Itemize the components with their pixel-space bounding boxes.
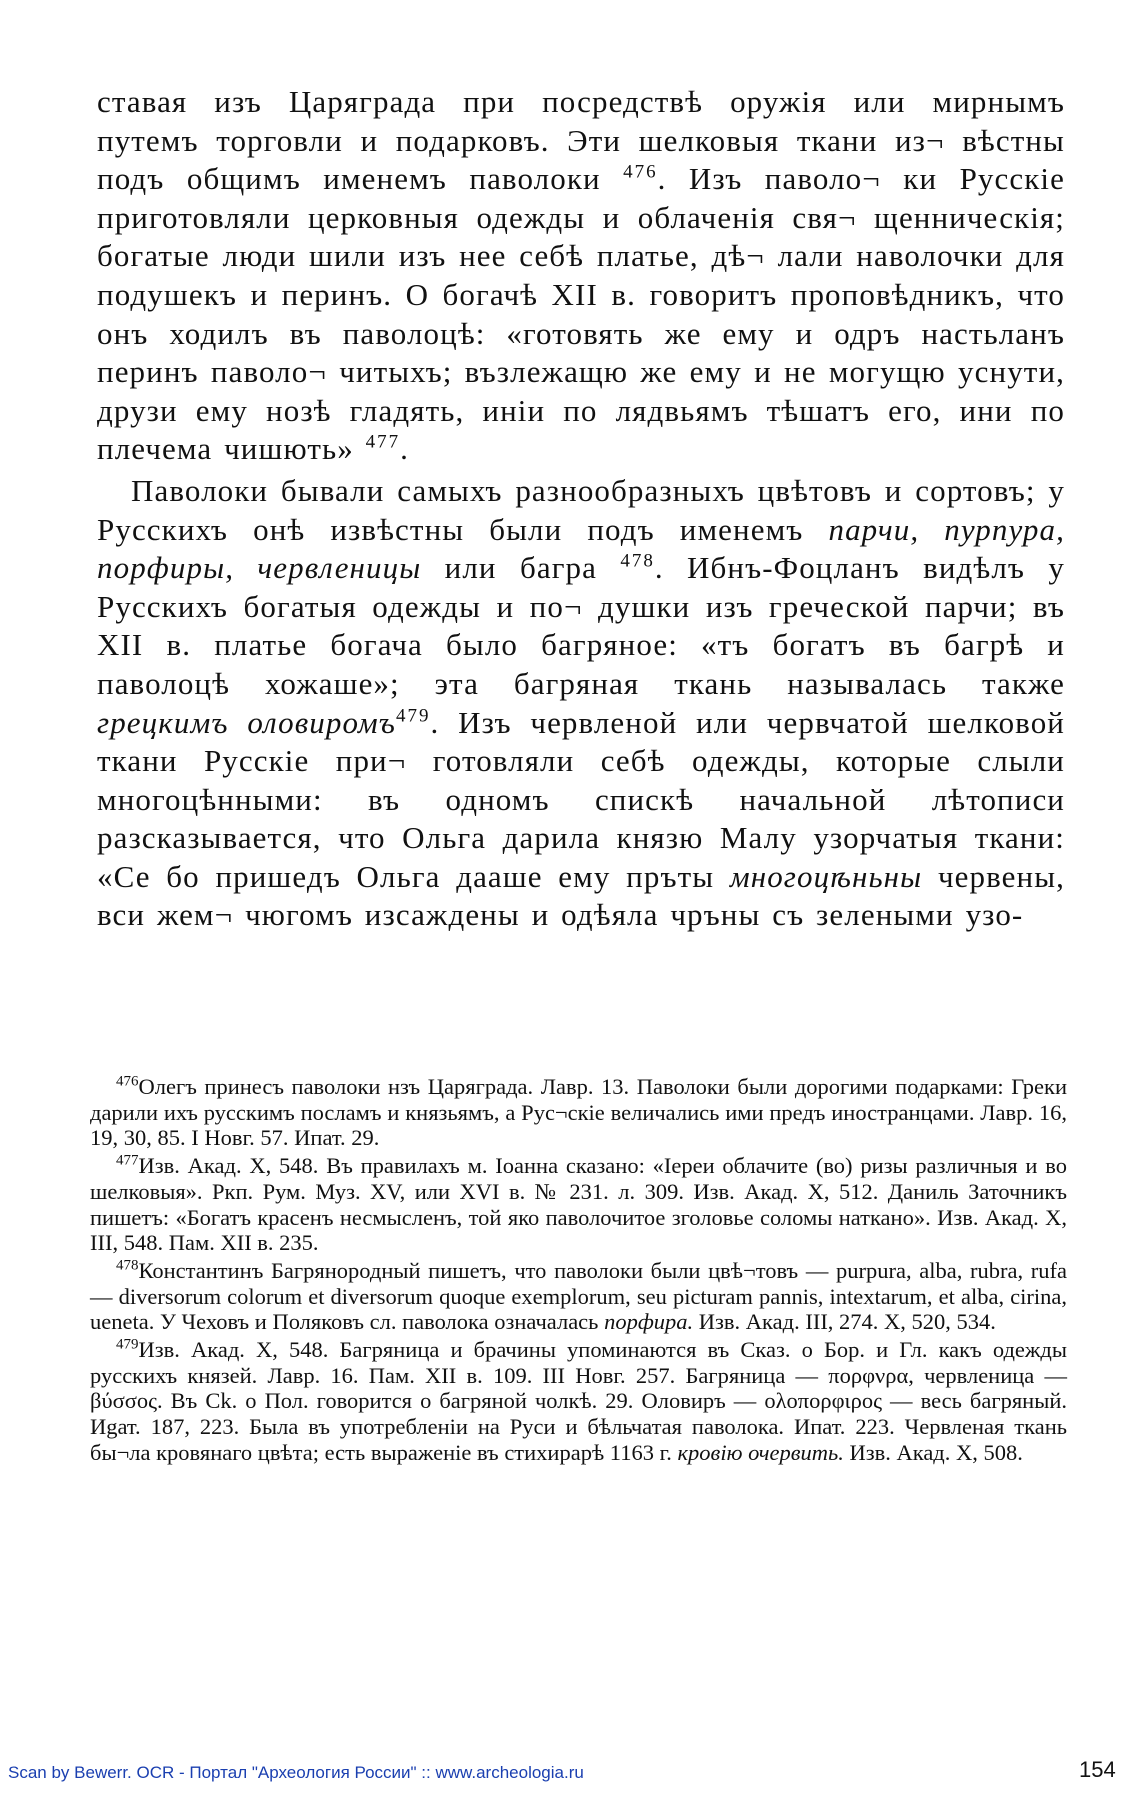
text-line: Ольга дааше ему пръты	[356, 858, 715, 894]
paragraph-2	[97, 472, 1065, 935]
footnote-ref-479[interactable]: 479	[396, 705, 431, 727]
text-line: .	[430, 704, 440, 740]
text-line: . Изъ паволо¬	[657, 161, 881, 197]
text-line: вѣстны подъ общимъ именемъ паволоки	[97, 122, 1065, 197]
footnote-ref-477[interactable]: 477	[365, 432, 401, 454]
italic-terms: парчи, пурпура, порфиры, червленицы	[97, 511, 1065, 586]
text-line: червены, вси жем¬	[97, 858, 1065, 933]
footnote-478	[90, 1258, 1067, 1335]
text-line: или багра	[444, 550, 597, 586]
footnote-ref-476[interactable]: 476	[623, 161, 658, 183]
text-line: багряная ткань называлась также	[513, 665, 1065, 701]
text-line: читыхъ; възлежащю же ему и не могущю уснути, друзи	[97, 354, 1065, 428]
footnote-479	[90, 1337, 1067, 1466]
footnote-italic: кровію очервить.	[677, 1439, 844, 1465]
text-line: путемъ торговли и подарковъ. Эти шелковыя ткани из¬	[97, 122, 945, 158]
text-line: Ольга дарила князю Малу узорчатыя ткани: «Се бо пришедъ	[97, 820, 1065, 894]
text-line: душки изъ греческой парчи; въ XII в. платье богача было	[97, 588, 1065, 663]
footnote-number: 479	[116, 1336, 139, 1353]
footnote-number: 478	[116, 1257, 139, 1274]
text-line: щенническія; богатые люди шили изъ нее себѣ платье, дѣ¬	[97, 199, 1065, 274]
text-line: Паволоки бывали самыхъ разнообразныхъ цвѣтовъ и	[131, 472, 903, 508]
text-line: .	[654, 550, 664, 586]
text-line: готовляли себѣ одежды, которые слыли многоцѣнными: въ	[97, 743, 1065, 817]
footnote-476	[90, 1074, 1067, 1151]
footer-source-link[interactable]: Scan by Bewerr. OCR - Портал "Археология России" :: www.archeologia.ru	[8, 1763, 584, 1782]
text-line: ему нозѣ гладять, иніи по лядвьямъ тѣшатъ его, ини по	[195, 392, 1065, 428]
text-line: одномъ спискѣ начальной лѣтописи разсказывается, что	[97, 781, 1065, 856]
footnote-477	[90, 1153, 1067, 1256]
italic-term: грецкимъ оловиромъ	[97, 704, 396, 740]
footnotes	[90, 1074, 1067, 1468]
text-line: .	[400, 431, 410, 467]
footnote-text: Изв. Акад. X, 548. Багряница и брачины упоминаются въ Сказ. о Бор. и Гл. какъ одежды русскихъ князей. Лавр. 16. Пам. XII в. 109. III Новг. 257. Багряница — πορφνρα, червленица — βύσσος. Въ Ck. о Пол. говорится о багряной чолкѣ. 29. Оловиръ — ολοπορφιρος — весь багряный. Иgат. 187, 223. Была въ употребленіи на Руси и бѣльчатая паволока. Ипат. 223. Червленая ткань бы¬ла кровянаго цвѣта; есть выраженіе въ стихирарѣ 1163 г.	[90, 1337, 1067, 1465]
footnote-text: Олегъ принесъ паволоки нзъ Царяграда. Лавр. 13. Паволоки были дорогими подарками: Греки дарили ихъ русскимъ посламъ и князьямъ, а Рус¬скіе величались ими предъ иностранцами. Лавр. 16, 19, 30, 85. I Новг. 57. Ипат. 29.	[90, 1074, 1067, 1151]
footnote-number: 477	[116, 1152, 139, 1169]
footnote-number: 476	[116, 1073, 139, 1090]
footnote-ref-478[interactable]: 478	[620, 550, 655, 572]
paragraph-1	[97, 83, 1065, 469]
text-line: багряное: «тъ богатъ въ багрѣ и паволоцѣ хожаше»; эта	[97, 627, 1065, 701]
text-line: чюгомъ изсаждены и одѣяла чръны съ зелеными узо-	[245, 897, 1024, 933]
text-line: плечема чишють»	[97, 431, 354, 467]
footnote-italic: порфира.	[604, 1309, 694, 1335]
italic-term: многоцѣньны	[729, 858, 923, 894]
text-line: говоритъ проповѣдникъ, что онъ ходилъ въ паволоцѣ:	[97, 276, 1066, 351]
footnote-text: Изв. Акад. III, 274. X, 520, 534.	[698, 1309, 996, 1335]
footnote-text: Изв. Акад. X, 508.	[849, 1439, 1023, 1465]
text-line: сортовъ; у Русскихъ онѣ извѣстны были подъ именемъ	[97, 472, 1065, 547]
footnote-text: Изв. Акад. X, 548. Въ правилахъ м. Іоанна сказано: «Іереи облачите (во) ризы различныя и во шелковыя». Ркп. Рум. Муз. XV, или XVI в. № 231. л. 309. Изв. Акад. X, 512. Даниль Заточникъ пишетъ: «Богатъ красенъ несмысленъ, той яко паволочитое зголовье соломы наткано». Изв. Акад. X, III, 548. Пам. XII в. 235.	[90, 1153, 1067, 1256]
text-line: ки Русскіе приготовляли церковныя одежды и облаченія свя¬	[97, 161, 1065, 235]
text-line: лали наволочки для подушекъ и перинъ. О богачѣ XII в.	[97, 238, 1065, 312]
text-line: Ибнъ-Фоцланъ видѣлъ у Русскихъ богатыя одежды и по¬	[97, 550, 1065, 624]
text-line: Изъ червленой или червчатой шелковой ткани Русскіе при¬	[97, 704, 1065, 779]
text-line: «готовять же ему и одръ настьланъ перинъ паволо¬	[97, 315, 1065, 390]
main-text	[97, 83, 1065, 935]
text-line: ставая изъ Царяграда при посредствѣ оружія или мирнымъ	[97, 84, 1065, 119]
footnote-text: Константинъ Багрянородный пишетъ, что паволоки были цвѣ¬товъ — purpura, alba, rubra, rufa — diversorum colorum et diversorum quoque exemplorum, seu picturam pannis, intextarum, et alba, cirina, ueneta. У Чеховъ и Поляковъ сл. паволока означалась	[90, 1257, 1067, 1335]
page-number: 154	[1079, 1757, 1116, 1782]
